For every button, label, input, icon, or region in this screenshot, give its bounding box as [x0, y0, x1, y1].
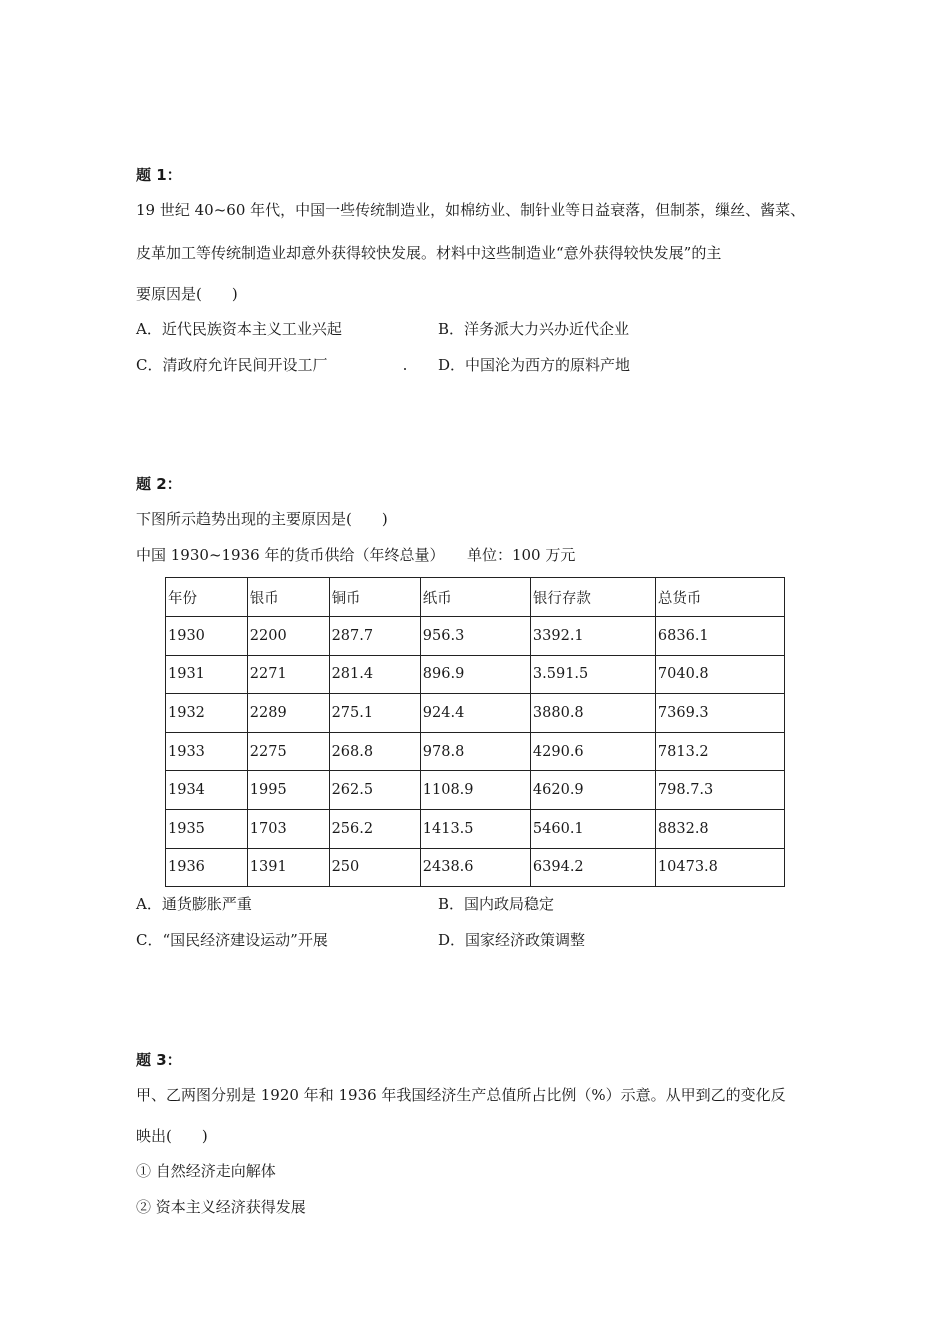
- table-cell: 2289: [247, 694, 329, 733]
- table-cell: 3.591.5: [530, 655, 655, 694]
- table-cell: 275.1: [329, 694, 420, 733]
- table-row: [166, 694, 785, 733]
- table-cell: 7813.2: [655, 732, 784, 771]
- q2-option-a: A．通货膨胀严重: [136, 895, 252, 913]
- table-cell: 924.4: [420, 694, 530, 733]
- table-cell: 1703: [247, 809, 329, 848]
- table-cell: 6394.2: [530, 848, 655, 887]
- q1-stem-line-3: 要原因是( ): [136, 285, 238, 303]
- table-cell: 1108.9: [420, 771, 530, 810]
- table-cell: 2271: [247, 655, 329, 694]
- q3-item-1: ① 自然经济走向解体: [136, 1162, 276, 1180]
- table-cell: 1995: [247, 771, 329, 810]
- table-cell: 1936: [166, 848, 248, 887]
- header-paper-money: 纸币: [420, 578, 530, 617]
- header-bank-deposits: 银行存款: [530, 578, 655, 617]
- q1-option-d: D．中国沦为西方的原料产地: [438, 356, 631, 374]
- q3-title: 题 3：: [136, 1051, 182, 1069]
- q2-title: 题 2：: [136, 475, 182, 493]
- table-cell: 8832.8: [655, 809, 784, 848]
- q2-option-c: C．“国民经济建设运动”开展: [136, 931, 328, 949]
- header-copper-coin: 铜币: [329, 578, 420, 617]
- q2-option-b: B．国内政局稳定: [438, 895, 555, 913]
- header-silver-coin: 银币: [247, 578, 329, 617]
- table-cell: 268.8: [329, 732, 420, 771]
- table-cell: 262.5: [329, 771, 420, 810]
- q2-stem: 下图所示趋势出现的主要原因是( ): [136, 510, 388, 528]
- q1-option-c: C．清政府允许民间开设工厂: [136, 356, 328, 374]
- table-row: [166, 732, 785, 771]
- table-row: [166, 848, 785, 887]
- table-cell: 956.3: [420, 617, 530, 656]
- table-cell: 6836.1: [655, 617, 784, 656]
- stray-mark: [404, 368, 406, 370]
- table-header-row: [166, 578, 785, 617]
- table-cell: 4620.9: [530, 771, 655, 810]
- table-cell: 7040.8: [655, 655, 784, 694]
- table-cell: 1934: [166, 771, 248, 810]
- header-total-money: 总货币: [655, 578, 784, 617]
- table-cell: 250: [329, 848, 420, 887]
- table-cell: 287.7: [329, 617, 420, 656]
- q1-option-b: B．洋务派大力兴办近代企业: [438, 320, 630, 338]
- q3-stem-line-2: 映出( ): [136, 1127, 208, 1145]
- table-cell: 1391: [247, 848, 329, 887]
- q2-table-caption: 中国 1930~1936 年的货币供给（年终总量） 单位：100 万元: [136, 546, 576, 564]
- table-cell: 1413.5: [420, 809, 530, 848]
- table-cell: 2275: [247, 732, 329, 771]
- table-cell: 5460.1: [530, 809, 655, 848]
- table-cell: 1935: [166, 809, 248, 848]
- table-cell: 1931: [166, 655, 248, 694]
- table-row: [166, 771, 785, 810]
- header-year: 年份: [166, 578, 248, 617]
- table-cell: 4290.6: [530, 732, 655, 771]
- q1-stem-line-1: 19 世纪 40~60 年代，中国一些传统制造业，如棉纺业、制针业等日益衰落，但制茶，缫丝、酱菜、: [136, 201, 806, 219]
- q1-title: 题 1：: [136, 166, 182, 184]
- money-supply-table: [165, 577, 785, 887]
- table-cell: 1932: [166, 694, 248, 733]
- table-cell: 798.7.3: [655, 771, 784, 810]
- table-cell: 1930: [166, 617, 248, 656]
- q1-stem-line-2: 皮革加工等传统制造业却意外获得较快发展。材料中这些制造业“意外获得较快发展”的主: [136, 244, 722, 262]
- table-cell: 3880.8: [530, 694, 655, 733]
- table-cell: 7369.3: [655, 694, 784, 733]
- table-row: [166, 655, 785, 694]
- q3-stem-line-1: 甲、乙两图分别是 1920 年和 1936 年我国经济生产总值所占比例（%）示意。从甲到乙的变化反: [136, 1086, 786, 1104]
- table-cell: 978.8: [420, 732, 530, 771]
- table-cell: 896.9: [420, 655, 530, 694]
- table-row: [166, 809, 785, 848]
- q2-option-d: D．国家经济政策调整: [438, 931, 586, 949]
- table-cell: 2200: [247, 617, 329, 656]
- table-cell: 1933: [166, 732, 248, 771]
- table-row: [166, 617, 785, 656]
- table-cell: 2438.6: [420, 848, 530, 887]
- table-cell: 10473.8: [655, 848, 784, 887]
- q3-item-2: ② 资本主义经济获得发展: [136, 1198, 306, 1216]
- table-cell: 256.2: [329, 809, 420, 848]
- table-cell: 281.4: [329, 655, 420, 694]
- q1-option-a: A．近代民族资本主义工业兴起: [136, 320, 342, 338]
- table-cell: 3392.1: [530, 617, 655, 656]
